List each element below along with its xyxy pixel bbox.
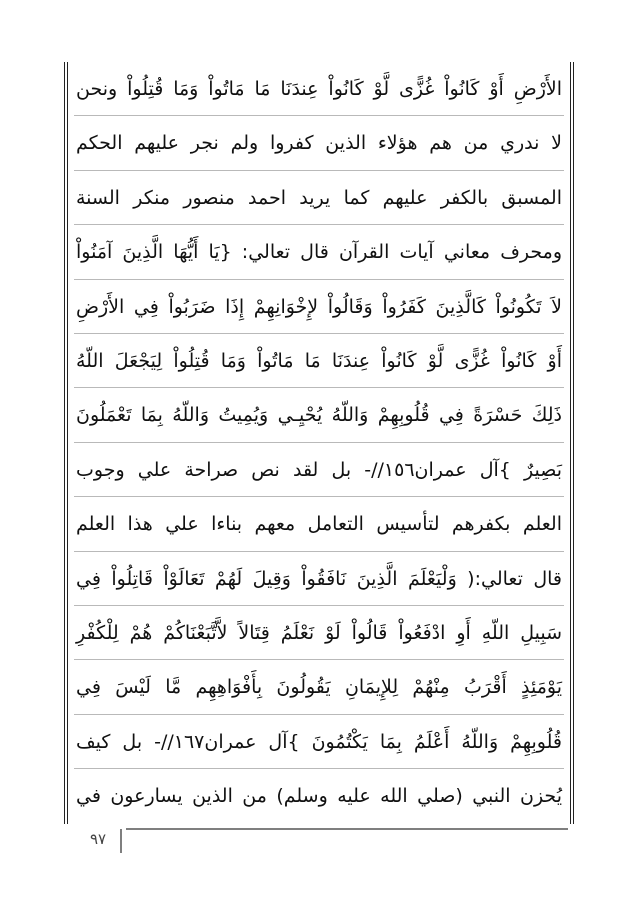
- footer-rule: [126, 828, 568, 830]
- text-line: لا ندري من هم هؤلاء الذين كفروا ولم نجر عليهم الحكم: [74, 116, 564, 170]
- text-line: العلم بكفرهم لتأسيس التعامل معهم بناءا علي هذا العلم: [74, 497, 564, 551]
- text-line: المسبق بالكفر عليهم كما يريد احمد منصور منكر السنة: [74, 171, 564, 225]
- right-frame-rule: [570, 62, 574, 824]
- text-line: يُحزن النبي (صلي الله عليه وسلم) من الذين يسارعون في: [76, 785, 562, 808]
- text-line: بَصِيرٌ }آل عمران١٥٦//- بل لقد نص صراحة علي وجوب: [74, 443, 564, 497]
- page-number: ٩٧: [89, 830, 107, 848]
- text-line: سَبِيلِ اللّهِ أَوِ ادْفَعُواْ قَالُواْ لَوْ نَعْلَمُ قِتَالاً لاَّتَّبَعْنَاكُمْ هُمْ لِلْكُفْرِ: [74, 606, 564, 660]
- text-line: ذَلِكَ حَسْرَةً فِي قُلُوبِهِمْ وَاللّهُ يُحْيِـي وَيُمِيتُ وَاللّهُ بِمَا تَعْمَلُونَ: [74, 388, 564, 442]
- text-lines: [74, 62, 564, 824]
- text-line: قال تعالي:( وَلْيَعْلَمَ الَّذِينَ نَافَقُواْ وَقِيلَ لَهُمْ تَعَالَوْاْ قَاتِلُواْ فِي: [74, 552, 564, 606]
- footer-separator: [120, 829, 122, 853]
- page-text-frame: [64, 62, 574, 824]
- text-line: يَوْمَئِذٍ أَقْرَبُ مِنْهُمْ لِلإِيمَانِ يَقُولُونَ بِأَفْوَاهِهِم مَّا لَيْسَ فِي: [74, 660, 564, 714]
- left-frame-rule: [64, 62, 68, 824]
- text-line: قُلُوبِهِمْ وَاللّهُ أَعْلَمُ بِمَا يَكْتُمُونَ }آل عمران١٦٧//- بل كيف: [74, 715, 564, 769]
- text-line: ومحرف معاني آيات القرآن قال تعالي: {يَا أَيُّهَا الَّذِينَ آمَنُواْ: [74, 225, 564, 279]
- text-line: أَوْ كَانُواْ غُزًّى لَّوْ كَانُواْ عِندَنَا مَا مَاتُواْ وَمَا قُتِلُواْ لِيَجْعَلَ اللّهُ: [74, 334, 564, 388]
- text-line: لاَ تَكُونُواْ كَالَّذِينَ كَفَرُواْ وَقَالُواْ لإِخْوَانِهِمْ إِذَا ضَرَبُواْ فِي الأَرْضِ: [74, 280, 564, 334]
- text-line: الأَرْضِ أَوْ كَانُواْ غُزًّى لَّوْ كَانُواْ عِندَنَا مَا مَاتُواْ وَمَا قُتِلُواْ ونحن: [74, 62, 564, 116]
